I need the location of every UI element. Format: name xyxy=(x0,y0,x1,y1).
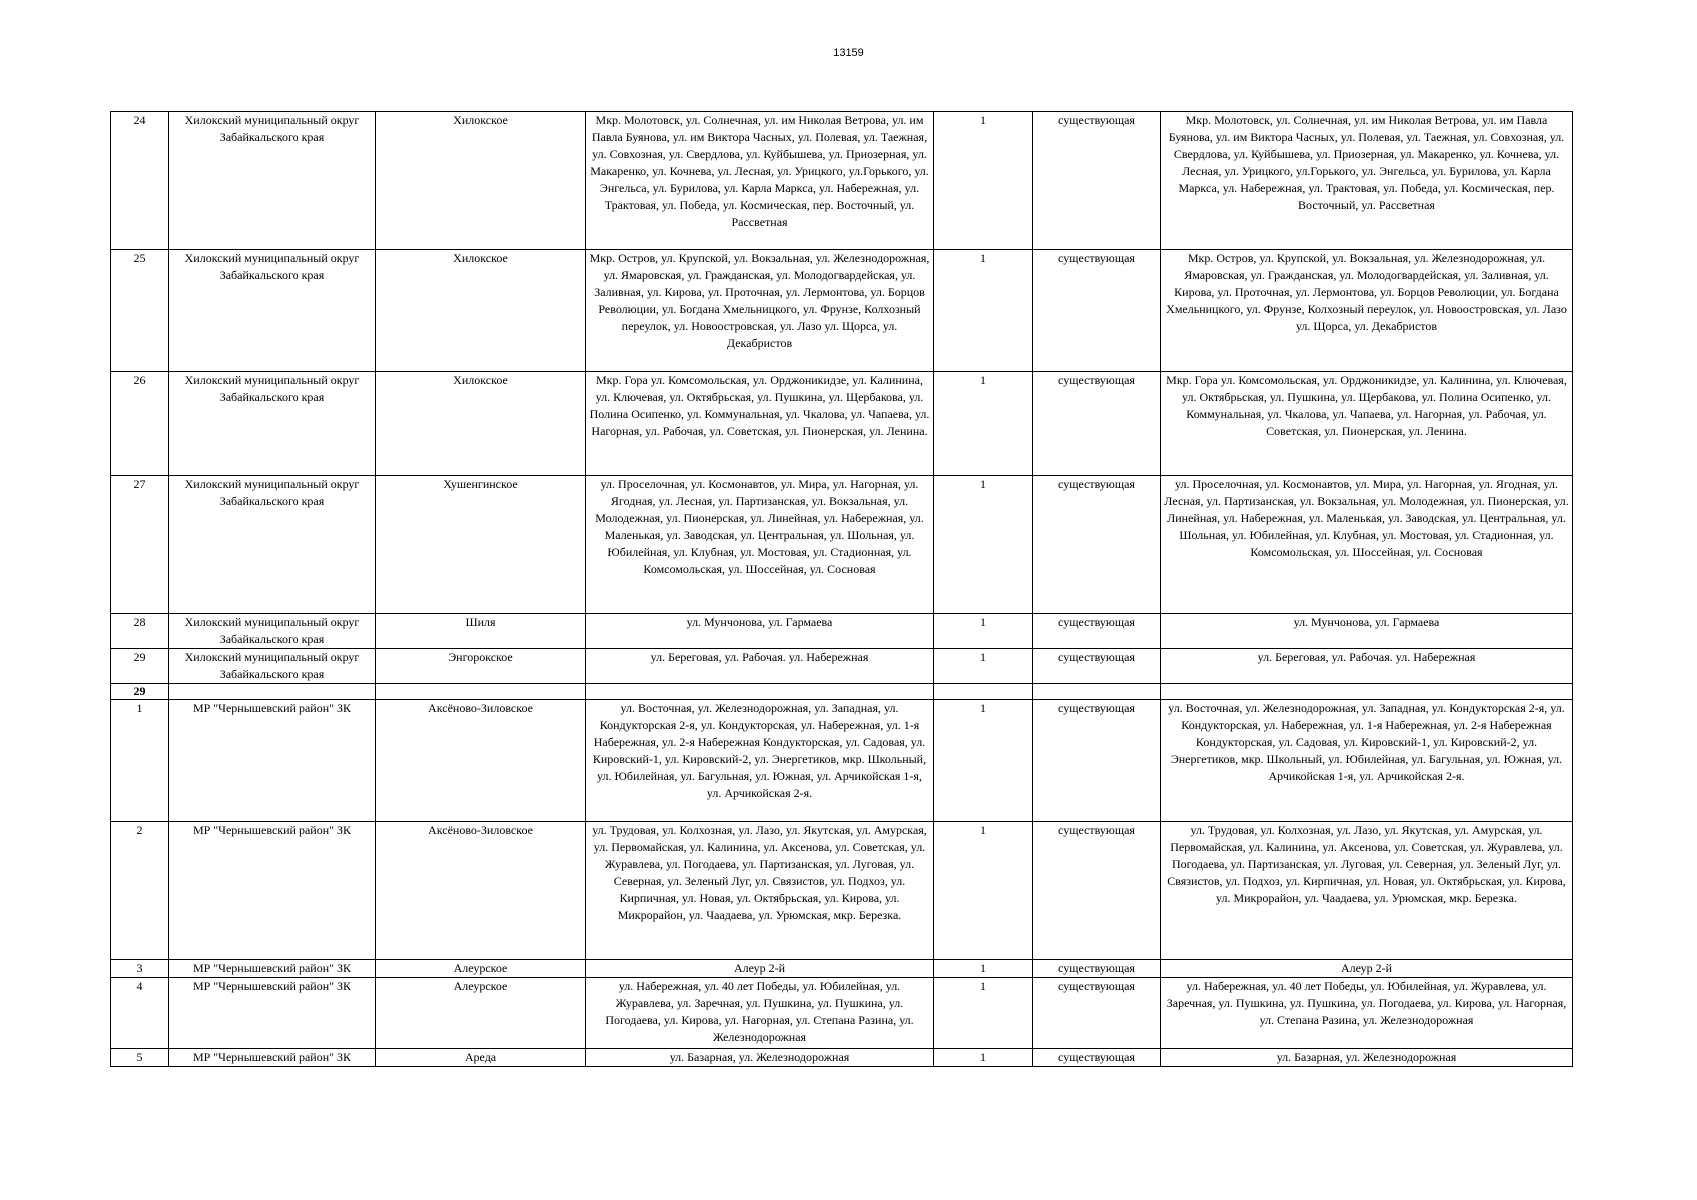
municipality-cell: МР "Чернышевский район" ЗК xyxy=(169,960,376,978)
coverage-cell: ул. Мунчонова, ул. Гармаева xyxy=(1161,614,1573,649)
settlement-cell: Хилокское xyxy=(376,112,586,250)
status-cell: существующая xyxy=(1033,822,1161,960)
empty-cell xyxy=(1161,684,1573,700)
streets-cell: Мкр. Остров, ул. Крупской, ул. Вокзальная, ул. Железнодорожная, ул. Ямаровская, ул. Гражданская, ул. Молодогвардейская, ул. Заливная, ул. Кирова, ул. Проточная, ул. Лермонтова, ул. Борцов Революции, ул. Богдана Хмельницкого, ул. Фрунзе, Колхозный переулок, ул. Новоостровская, ул. Лазо ул. Щорса, ул. Декабристов xyxy=(586,250,934,372)
section-number: 29 xyxy=(111,684,169,700)
streets-cell: ул. Береговая, ул. Рабочая. ул. Набережная xyxy=(586,649,934,684)
coverage-cell: ул. Базарная, ул. Железнодорожная xyxy=(1161,1049,1573,1067)
empty-cell xyxy=(376,684,586,700)
status-cell: существующая xyxy=(1033,1049,1161,1067)
page-number: 13159 xyxy=(833,47,864,59)
row-number: 26 xyxy=(111,372,169,476)
municipality-cell: Хилокский муниципальный округ Забайкальского края xyxy=(169,112,376,250)
status-cell: существующая xyxy=(1033,960,1161,978)
row-number: 1 xyxy=(111,700,169,822)
row-number: 29 xyxy=(111,649,169,684)
municipality-cell: Хилокский муниципальный округ Забайкальского края xyxy=(169,476,376,614)
coverage-cell: ул. Восточная, ул. Железнодорожная, ул. Западная, ул. Кондукторская 2-я, ул. Кондукторская, ул. Набережная, ул. 1-я Набережная, ул. 2-я Набережная Кондукторская, ул. Садовая, ул. Кировский-1, ул. Кировский-2, ул. Энергетиков, мкр. Школьный, ул. Юбилейная, ул. Багульная, ул. Южная, ул. Арчикойская 1-я, ул. Арчикойская 2-я. xyxy=(1161,700,1573,822)
status-cell: существующая xyxy=(1033,649,1161,684)
settlement-cell: Хилокское xyxy=(376,372,586,476)
settlement-cell: Хушенгинское xyxy=(376,476,586,614)
table-row xyxy=(111,649,1573,684)
count-cell: 1 xyxy=(934,960,1033,978)
table-row xyxy=(111,112,1573,250)
row-number: 3 xyxy=(111,960,169,978)
municipality-cell: МР "Чернышевский район" ЗК xyxy=(169,700,376,822)
count-cell: 1 xyxy=(934,978,1033,1049)
status-cell: существующая xyxy=(1033,250,1161,372)
status-cell: существующая xyxy=(1033,476,1161,614)
count-cell: 1 xyxy=(934,1049,1033,1067)
coverage-cell: ул. Набережная, ул. 40 лет Победы, ул. Юбилейная, ул. Журавлева, ул. Заречная, ул. Пушкина, ул. Пушкина, ул. Погодаева, ул. Кирова, ул. Нагорная, ул. Степана Разина, ул. Железнодорожная xyxy=(1161,978,1573,1049)
row-number: 24 xyxy=(111,112,169,250)
municipality-cell: МР "Чернышевский район" ЗК xyxy=(169,1049,376,1067)
coverage-cell: Мкр. Молотовск, ул. Солнечная, ул. им Николая Ветрова, ул. им Павла Буянова, ул. им Виктора Часных, ул. Полевая, ул. Таежная, ул. Совхозная, ул. Свердлова, ул. Куйбышева, ул. Приозерная, ул. Макаренко, ул. Кочнева, ул. Лесная, ул. Урицкого, ул.Горького, ул. Энгельса, ул. Бурилова, ул. Карла Маркса, ул. Набережная, ул. Трактовая, ул. Победа, ул. Космическая, пер. Восточный, ул. Рассветная xyxy=(1161,112,1573,250)
empty-cell xyxy=(586,684,934,700)
table-row xyxy=(111,960,1573,978)
count-cell: 1 xyxy=(934,476,1033,614)
row-number: 28 xyxy=(111,614,169,649)
count-cell: 1 xyxy=(934,372,1033,476)
empty-cell xyxy=(934,684,1033,700)
count-cell: 1 xyxy=(934,700,1033,822)
settlement-cell: Аксёново-Зиловское xyxy=(376,822,586,960)
streets-cell: Алеур 2-й xyxy=(586,960,934,978)
row-number: 5 xyxy=(111,1049,169,1067)
table-row xyxy=(111,822,1573,960)
streets-cell: Мкр. Молотовск, ул. Солнечная, ул. им Николая Ветрова, ул. им Павла Буянова, ул. им Виктора Часных, ул. Полевая, ул. Таежная, ул. Совхозная, ул. Свердлова, ул. Куйбышева, ул. Приозерная, ул. Макаренко, ул. Кочнева, ул. Лесная, ул. Урицкого, ул.Горького, ул. Энгельса, ул. Бурилова, ул. Карла Маркса, ул. Набережная, ул. Трактовая, ул. Победа, ул. Космическая, пер. Восточный, ул. Рассветная xyxy=(586,112,934,250)
empty-cell xyxy=(1033,684,1161,700)
row-number: 4 xyxy=(111,978,169,1049)
status-cell: существующая xyxy=(1033,614,1161,649)
streets-cell: Мкр. Гора ул. Комсомольская, ул. Орджоникидзе, ул. Калинина, ул. Ключевая, ул. Октябрьская, ул. Пушкина, ул. Щербакова, ул. Полина Осипенко, ул. Коммунальная, ул. Чкалова, ул. Чапаева, ул. Нагорная, ул. Рабочая, ул. Советская, ул. Пионерская, ул. Ленина. xyxy=(586,372,934,476)
coverage-cell: ул. Трудовая, ул. Колхозная, ул. Лазо, ул. Якутская, ул. Амурская, ул. Первомайская, ул. Калинина, ул. Аксенова, ул. Советская, ул. Журавлева, ул. Погодаева, ул. Партизанская, ул. Луговая, ул. Северная, ул. Зеленый Луг, ул. Связистов, ул. Подхоз, ул. Кирпичная, ул. Новая, ул. Октябрьская, ул. Кирова, ул. Микрорайон, ул. Чаадаева, ул. Урюмская, мкр. Березка. xyxy=(1161,822,1573,960)
status-cell: существующая xyxy=(1033,978,1161,1049)
streets-cell: ул. Мунчонова, ул. Гармаева xyxy=(586,614,934,649)
section-header-row xyxy=(111,684,1573,700)
municipality-cell: Хилокский муниципальный округ Забайкальского края xyxy=(169,649,376,684)
row-number: 2 xyxy=(111,822,169,960)
table-row xyxy=(111,700,1573,822)
settlement-cell: Шиля xyxy=(376,614,586,649)
settlement-cell: Алеурское xyxy=(376,978,586,1049)
table-row xyxy=(111,1049,1573,1067)
coverage-cell: Мкр. Остров, ул. Крупской, ул. Вокзальная, ул. Железнодорожная, ул. Ямаровская, ул. Гражданская, ул. Молодогвардейская, ул. Заливная, ул. Кирова, ул. Проточная, ул. Лермонтова, ул. Борцов Революции, ул. Богдана Хмельницкого, ул. Фрунзе, Колхозный переулок, ул. Новоостровская, ул. Лазо ул. Щорса, ул. Декабристов xyxy=(1161,250,1573,372)
table-row xyxy=(111,372,1573,476)
table-row xyxy=(111,978,1573,1049)
table-row xyxy=(111,250,1573,372)
count-cell: 1 xyxy=(934,649,1033,684)
settlement-cell: Хилокское xyxy=(376,250,586,372)
streets-cell: ул. Проселочная, ул. Космонавтов, ул. Мира, ул. Нагорная, ул. Ягодная, ул. Лесная, ул. Партизанская, ул. Вокзальная, ул. Молодежная, ул. Пионерская, ул. Линейная, ул. Набережная, ул. Маленькая, ул. Заводская, ул. Центральная, ул. Шольная, ул. Юбилейная, ул. Клубная, ул. Мостовая, ул. Стадионная, ул. Комсомольская, ул. Шоссейная, ул. Сосновая xyxy=(586,476,934,614)
status-cell: существующая xyxy=(1033,372,1161,476)
registry-table xyxy=(110,111,1573,1067)
settlement-cell: Алеурское xyxy=(376,960,586,978)
count-cell: 1 xyxy=(934,250,1033,372)
municipality-cell: Хилокский муниципальный округ Забайкальского края xyxy=(169,614,376,649)
municipality-cell: Хилокский муниципальный округ Забайкальского края xyxy=(169,372,376,476)
table-row xyxy=(111,476,1573,614)
row-number: 25 xyxy=(111,250,169,372)
coverage-cell: ул. Береговая, ул. Рабочая. ул. Набережная xyxy=(1161,649,1573,684)
status-cell: существующая xyxy=(1033,700,1161,822)
count-cell: 1 xyxy=(934,614,1033,649)
count-cell: 1 xyxy=(934,822,1033,960)
municipality-cell: Хилокский муниципальный округ Забайкальского края xyxy=(169,250,376,372)
coverage-cell: ул. Проселочная, ул. Космонавтов, ул. Мира, ул. Нагорная, ул. Ягодная, ул. Лесная, ул. Партизанская, ул. Вокзальная, ул. Молодежная, ул. Пионерская, ул. Линейная, ул. Набережная, ул. Маленькая, ул. Заводская, ул. Центральная, ул. Шольная, ул. Юбилейная, ул. Клубная, ул. Мостовая, ул. Стадионная, ул. Комсомольская, ул. Шоссейная, ул. Сосновая xyxy=(1161,476,1573,614)
streets-cell: ул. Базарная, ул. Железнодорожная xyxy=(586,1049,934,1067)
table-row xyxy=(111,614,1573,649)
empty-cell xyxy=(169,684,376,700)
municipality-cell: МР "Чернышевский район" ЗК xyxy=(169,978,376,1049)
settlement-cell: Энгорокское xyxy=(376,649,586,684)
streets-cell: ул. Восточная, ул. Железнодорожная, ул. Западная, ул. Кондукторская 2-я, ул. Кондукторская, ул. Набережная, ул. 1-я Набережная, ул. 2-я Набережная Кондукторская, ул. Садовая, ул. Кировский-1, ул. Кировский-2, ул. Энергетиков, мкр. Школьный, ул. Юбилейная, ул. Багульная, ул. Южная, ул. Арчикойская 1-я, ул. Арчикойская 2-я. xyxy=(586,700,934,822)
streets-cell: ул. Трудовая, ул. Колхозная, ул. Лазо, ул. Якутская, ул. Амурская, ул. Первомайская, ул. Калинина, ул. Аксенова, ул. Советская, ул. Журавлева, ул. Погодаева, ул. Партизанская, ул. Луговая, ул. Северная, ул. Зеленый Луг, ул. Связистов, ул. Подхоз, ул. Кирпичная, ул. Новая, ул. Октябрьская, ул. Кирова, ул. Микрорайон, ул. Чаадаева, ул. Урюмская, мкр. Березка. xyxy=(586,822,934,960)
settlement-cell: Ареда xyxy=(376,1049,586,1067)
coverage-cell: Алеур 2-й xyxy=(1161,960,1573,978)
coverage-cell: Мкр. Гора ул. Комсомольская, ул. Орджоникидзе, ул. Калинина, ул. Ключевая, ул. Октябрьская, ул. Пушкина, ул. Щербакова, ул. Полина Осипенко, ул. Коммунальная, ул. Чкалова, ул. Чапаева, ул. Нагорная, ул. Рабочая, ул. Советская, ул. Пионерская, ул. Ленина. xyxy=(1161,372,1573,476)
municipality-cell: МР "Чернышевский район" ЗК xyxy=(169,822,376,960)
streets-cell: ул. Набережная, ул. 40 лет Победы, ул. Юбилейная, ул. Журавлева, ул. Заречная, ул. Пушкина, ул. Пушкина, ул. Погодаева, ул. Кирова, ул. Нагорная, ул. Степана Разина, ул. Железнодорожная xyxy=(586,978,934,1049)
settlement-cell: Аксёново-Зиловское xyxy=(376,700,586,822)
status-cell: существующая xyxy=(1033,112,1161,250)
count-cell: 1 xyxy=(934,112,1033,250)
row-number: 27 xyxy=(111,476,169,614)
